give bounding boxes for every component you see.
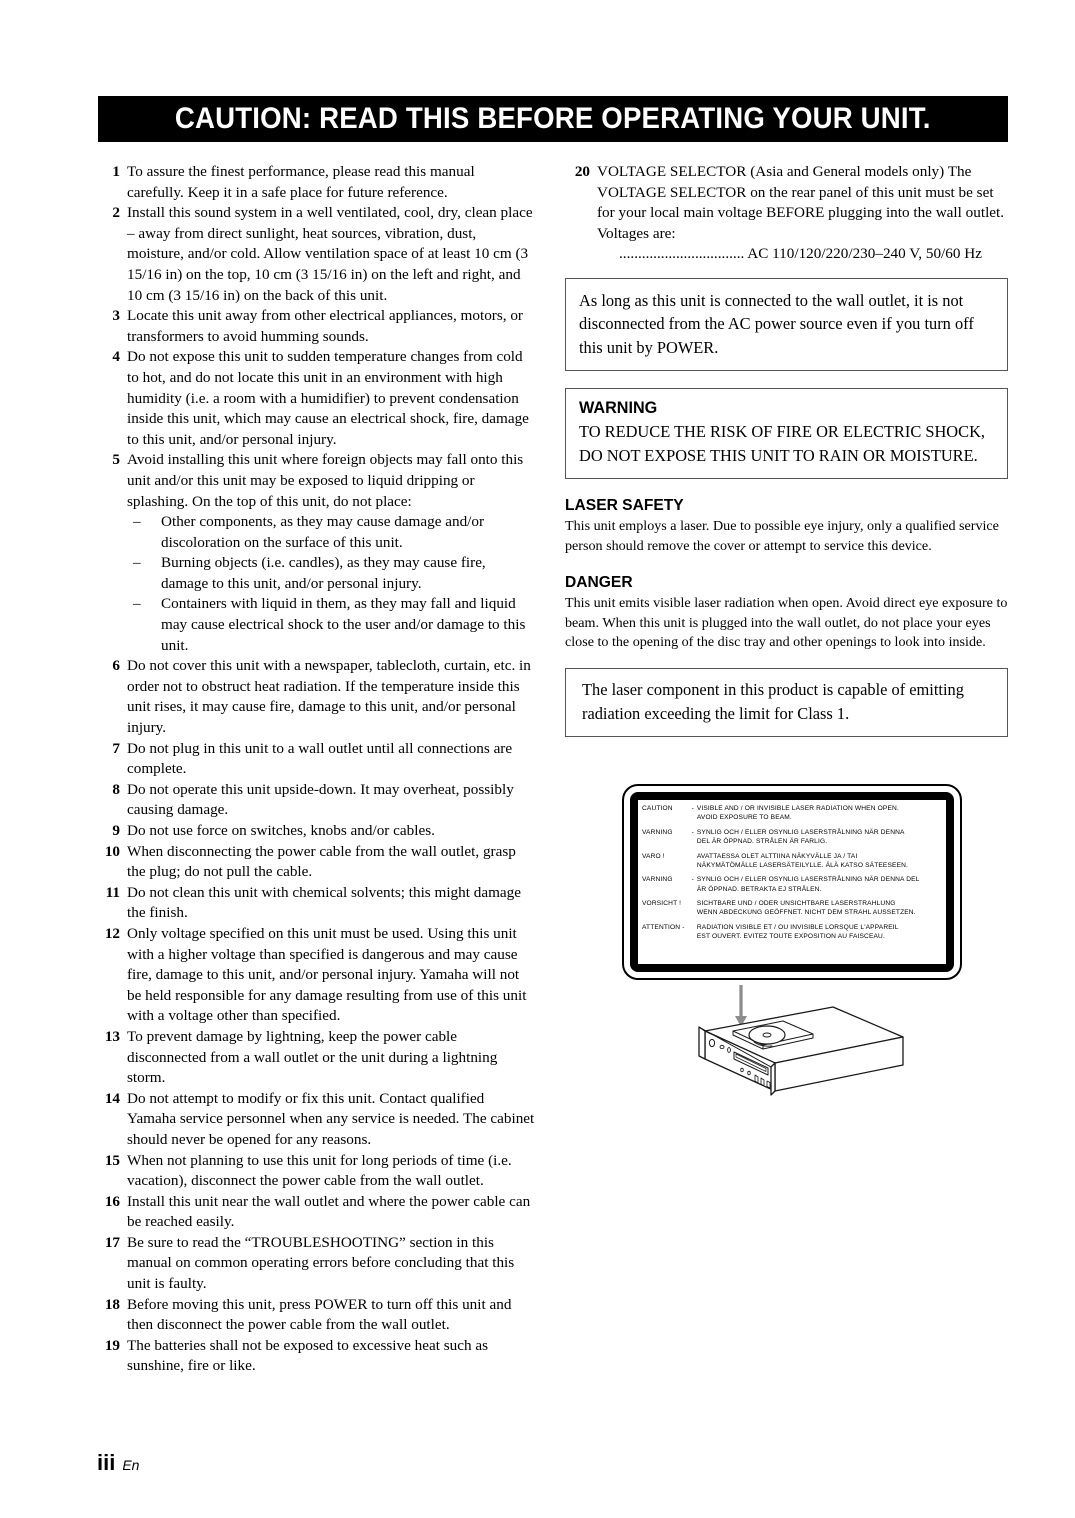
table-row [642,875,942,899]
list-item-number: 10 [104,842,120,860]
list-item [95,883,535,924]
list-item-number: 14 [104,1089,120,1107]
device-illustration [655,985,935,1120]
list-item-number: 11 [105,883,120,901]
label-separator [689,899,697,923]
list-item-text: Do not cover this unit with a newspaper, tablecloth, curtain, etc. in order not to obstruct heat radiation. If the temperature inside this unit rises, it may cause fire, damage to this unit, and/or personal injury. [127,657,531,737]
ac-power-notice-text: As long as this unit is connected to the wall outlet, it is not disconnected from the AC power source even if you turn off this unit by POWER. [579,290,974,357]
laser-class-box [565,668,1008,737]
warning-box [565,388,1008,479]
list-item [95,842,535,883]
list-item-text: Install this unit near the wall outlet and where the power cable can be reached easily. [127,1192,531,1231]
label-text-line2: DEL ÄR ÖPPNAD. STRÅLEN ÄR FARLIG. [696,838,828,846]
language-code: En [122,1457,140,1473]
table-row [642,804,942,828]
list-item-number: 17 [104,1233,120,1251]
list-item-number: 8 [112,780,120,798]
label-text [697,828,942,852]
list-item-text: When disconnecting the power cable from the wall outlet, grasp the plug; do not pull the cable. [127,842,516,881]
page-number: iii [97,1450,116,1475]
label-text-line1: SYNLIG OCH / ELLER OSYNLIG LASERSTRÅLNING NÄR DENNA DEL [696,876,920,884]
list-item-number: 2 [112,204,120,222]
laser-safety-body: This unit employs a laser. Due to possible eye injury, only a qualified service person should remove the cover or attempt to service this device. [565,518,999,554]
list-item [95,306,535,347]
label-text [697,899,942,923]
sub-list-item [127,594,535,656]
laser-label-table [642,804,942,947]
list-item-number: 18 [104,1295,120,1313]
list-item [95,821,535,842]
list-item-number: 13 [104,1027,120,1045]
list-item [95,656,535,738]
label-text-line2: EST OUVERT. EVITEZ TOUTE EXPOSITION AU FAISCEAU. [696,933,885,941]
list-item-text: Do not clean this unit with chemical solvents; this might damage the finish. [127,883,521,922]
sub-list-item [127,553,535,594]
label-text-line1: RADIATION VISIBLE ET / OU INVISIBLE LORSQUE L'APPAREIL [696,923,899,931]
page-title: CAUTION: READ THIS BEFORE OPERATING YOUR UNIT. [175,102,931,135]
label-text-line1: SICHTBARE UND / ODER UNSICHTBARE LASERSTRAHLUNG [696,900,896,908]
list-item-number: 7 [112,739,120,757]
list-item-text: Do not attempt to modify or fix this unit. Contact qualified Yamaha service personnel when any service is needed. The cabinet should never be opened for any reasons. [127,1089,535,1148]
list-item-number: 4 [112,348,120,366]
list-item [95,1089,535,1151]
disc-player-diagram [655,985,935,1120]
label-text-line1: SYNLIG OCH / ELLER OSYNLIG LASERSTRÅLNING NÄR DENNA [696,828,905,836]
list-item-text: To prevent damage by lightning, keep the power cable disconnected from a wall outlet or the unit during a lightning storm. [127,1027,498,1087]
list-item-number: 16 [104,1192,120,1210]
ac-power-notice-box [565,278,1008,372]
list-item [95,1233,535,1295]
label-separator: - [691,805,695,812]
list-item-text: The batteries shall not be exposed to excessive heat such as sunshine, fire or like. [127,1336,489,1375]
label-text [697,875,942,899]
sub-list-item-text: Containers with liquid in them, as they may fall and liquid may cause electrical shock to the user and/or damage to this unit. [161,595,526,654]
danger-heading: DANGER [565,574,633,592]
label-text-line2: NÄKYMÄTÖMÄLLE LASERSÄTEILYLLE. ÄLÄ KATSO SÄTEESEEN. [696,861,909,869]
dash-bullet: – [133,513,141,531]
list-item-text: Do not use force on switches, knobs and/or cables. [127,822,435,839]
list-item-number: 9 [112,822,120,839]
list-item [95,203,535,306]
label-language: ATTENTION - [642,923,685,931]
sub-list-item [127,512,535,553]
caution-list-left [95,162,535,1377]
table-row [642,899,942,923]
list-item [95,347,535,450]
label-language: VARNING [642,876,673,884]
list-item-text: Do not expose this unit to sudden temperature changes from cold to hot, and do not locate this unit in an environment with high humidity (i.e. a room with a humidifier) to prevent condensation inside this unit, which may cause an electrical shock, fire, damage to this unit, and/or personal injury. [127,348,529,448]
list-item [95,1336,535,1377]
label-text-line2: ÄR ÖPPNAD. BETRAKTA EJ STRÅLEN. [696,885,822,893]
laser-safety-heading: LASER SAFETY [565,497,684,515]
label-separator [689,852,697,876]
list-item-number: 5 [112,451,120,469]
list-item-number: 1 [112,163,120,180]
list-item-number: 12 [104,924,120,942]
list-item [95,1295,535,1336]
list-item-text: To assure the finest performance, please read this manual carefully. Keep it in a safe place for future reference. [127,163,475,201]
list-item-number: 20 [574,163,590,180]
dash-bullet: – [133,595,141,613]
list-item-text: Do not plug in this unit to a wall outlet until all connections are complete. [127,739,513,778]
list-item [95,162,535,203]
laser-warning-label-graphic [622,784,962,980]
danger-body: This unit emits visible laser radiation when open. Avoid direct eye exposure to beam. When this unit is plugged into the wall outlet, do not place your eyes close to the opening of the disc tray and other openings to look into inside. [565,595,1008,651]
voltage-values-line: ................................. AC 110/120/220/230–240 V, 50/60 Hz [619,245,982,263]
dash-bullet: – [133,554,141,572]
list-item [95,450,535,656]
table-row [642,828,942,852]
label-text-line2: AVOID EXPOSURE TO BEAM. [696,814,792,822]
page-footer [97,1452,139,1474]
label-text [697,852,942,876]
laser-class-text: The laser component in this product is capable of emitting radiation exceeding the limit for Class 1. [582,679,964,723]
list-item-text: Be sure to read the “TROUBLESHOOTING” section in this manual on common operating errors before concluding that this unit is faulty. [127,1233,515,1293]
label-text-line1: AVATTAESSA OLET ALTTIINA NÄKYVÄLLE JA / TAI [696,852,858,860]
list-item [95,1027,535,1089]
list-item-number: 15 [104,1151,120,1169]
warning-heading: WARNING [579,399,658,418]
list-item-text: Locate this unit away from other electrical appliances, motors, or transformers to avoid humming sounds. [127,307,523,345]
list-item-text: Install this sound system in a well ventilated, cool, dry, clean place – away from direct sunlight, heat sources, vibration, dust, moisture, and/or cold. Allow ventilation space of at least 10 cm (3 15/16 in) on the top, 10 cm (3 15/16 in) on the left and right, and 10 cm (3 15/16 in) on the back of this unit. [127,204,533,304]
label-text-line1: VISIBLE AND / OR INVISIBLE LASER RADIATION WHEN OPEN. [696,805,899,812]
list-item-text: Avoid installing this unit where foreign objects may fall onto this unit and/or this unit may be exposed to liquid dripping or splashing. On the top of this unit, do not place: [127,451,524,510]
list-item-text: VOLTAGE SELECTOR (Asia and General models only) The VOLTAGE SELECTOR on the rear panel of this unit must be set for your local main voltage BEFORE plugging into the wall outlet. Voltages are: [597,163,1005,242]
table-row [642,852,942,876]
label-separator [689,923,697,947]
list-item-text: Only voltage specified on this unit must be used. Using this unit with a higher voltage than specified is dangerous and may cause fire, damage to this unit, and/or personal injury. Yamaha will not be held responsible for any damage resulting from use of this unit with a voltage other than specified. [127,924,527,1025]
label-language: CAUTION [642,805,673,812]
list-item-number: 6 [112,657,120,675]
sub-list [127,512,535,656]
label-separator: - [691,828,695,836]
label-language: VARNING [642,828,673,836]
list-item [95,780,535,821]
label-text [697,804,942,828]
list-item [95,1151,535,1192]
list-item [95,739,535,780]
list-item-text: Before moving this unit, press POWER to turn off this unit and then disconnect the power cable from the wall outlet. [127,1295,512,1334]
list-item-text: Do not operate this unit upside-down. It may overheat, possibly causing damage. [127,780,514,819]
left-column [95,162,535,1377]
list-item-number: 19 [104,1336,120,1354]
label-language: VARO ! [642,852,665,860]
label-text [697,923,942,947]
sub-list-item-text: Other components, as they may cause damage and/or discoloration on the surface of this unit. [161,513,485,551]
right-column [565,162,1008,737]
list-item [95,1192,535,1233]
warning-body: TO REDUCE THE RISK OF FIRE OR ELECTRIC SHOCK, DO NOT EXPOSE THIS UNIT TO RAIN OR MOISTURE. [579,422,986,465]
list-item [95,924,535,1027]
list-item-text: When not planning to use this unit for long periods of time (i.e. vacation), disconnect the power cable from the wall outlet. [127,1151,512,1190]
table-row [642,923,942,947]
label-language: VORSICHT ! [642,900,682,908]
page-header-banner [98,96,1008,142]
label-separator: - [691,876,695,884]
list-item-voltage-selector [565,162,1008,265]
list-item-number: 3 [112,307,120,325]
sub-list-item-text: Burning objects (i.e. candles), as they may cause fire, damage to this unit, and/or personal injury. [161,554,486,592]
label-text-line2: WENN ABDECKUNG GEÖFFNET. NICHT DEM STRAHL AUSSETZEN. [696,909,916,917]
